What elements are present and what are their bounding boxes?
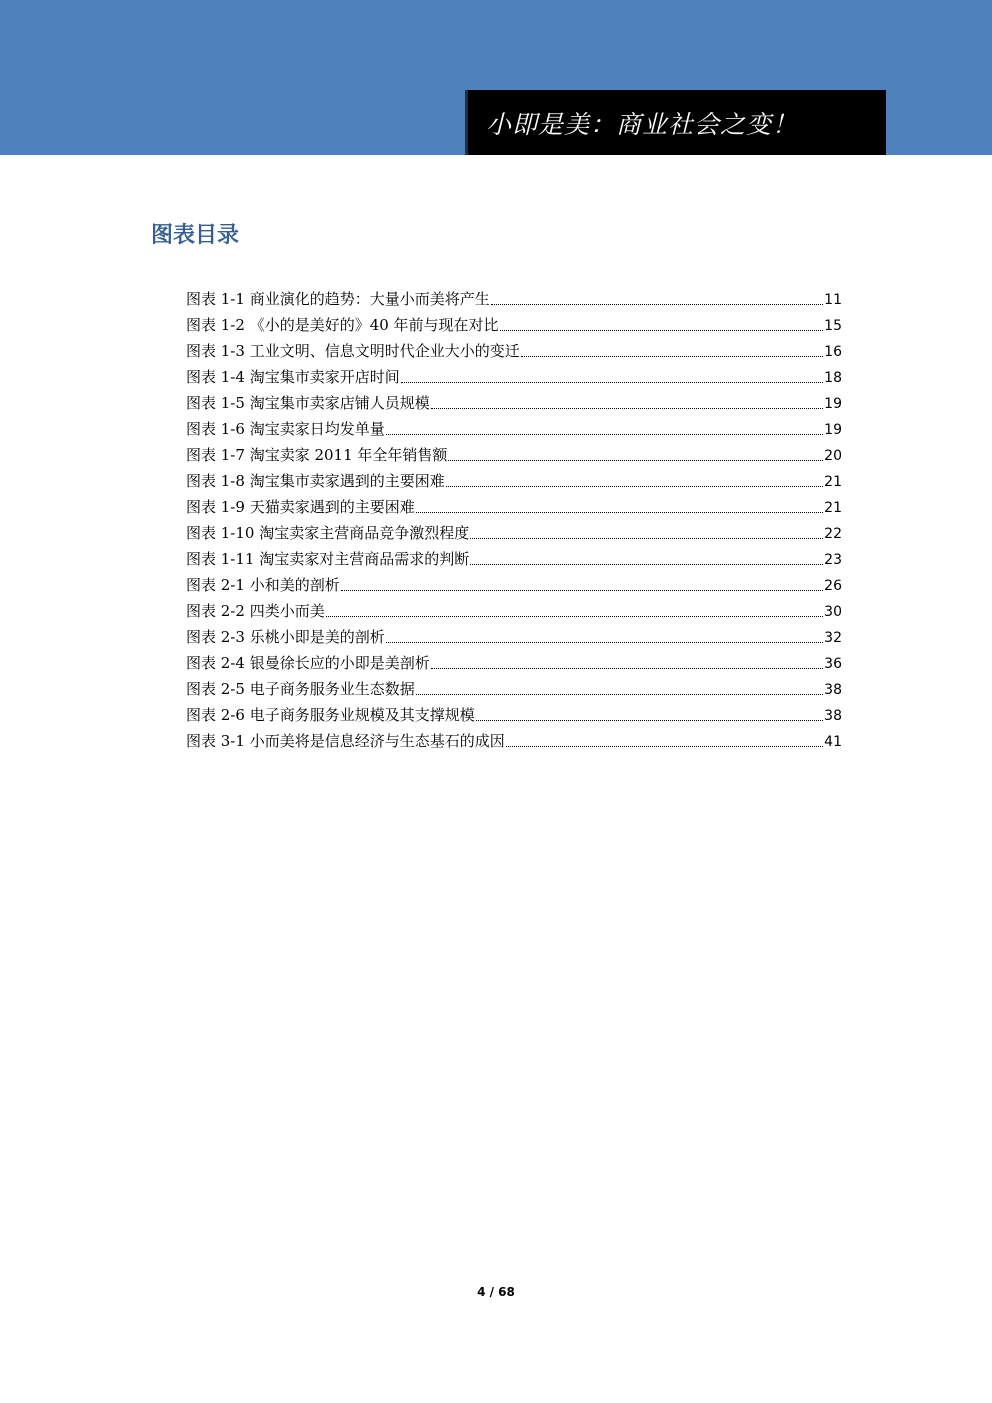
toc-entry-label: 图表 1-4 淘宝集市卖家开店时间 xyxy=(186,368,400,386)
toc-leader-dots xyxy=(416,512,823,513)
toc-entry-page: 20 xyxy=(824,448,842,464)
toc-entry-page: 11 xyxy=(824,292,842,308)
toc-entry[interactable] xyxy=(186,416,842,442)
toc-leader-dots xyxy=(521,356,823,357)
toc-leader-dots xyxy=(416,694,823,695)
toc-entry-label: 图表 1-5 淘宝集市卖家店铺人员规模 xyxy=(186,394,430,412)
toc-leader-dots xyxy=(386,642,823,643)
toc-entry-label: 图表 1-11 淘宝卖家对主营商品需求的判断 xyxy=(186,550,470,568)
toc-entry[interactable] xyxy=(186,572,842,598)
toc-entry[interactable] xyxy=(186,364,842,390)
toc-entry[interactable] xyxy=(186,702,842,728)
toc-entry-label: 图表 1-1 商业演化的趋势：大量小而美将产生 xyxy=(186,290,490,308)
toc-entry-page: 18 xyxy=(824,370,842,386)
toc-entry-label: 图表 1-9 天猫卖家遇到的主要困难 xyxy=(186,498,415,516)
toc-leader-dots xyxy=(476,720,823,721)
toc-list xyxy=(186,286,842,754)
toc-entry-label: 图表 1-8 淘宝集市卖家遇到的主要困难 xyxy=(186,472,445,490)
toc-entry[interactable] xyxy=(186,650,842,676)
toc-entry[interactable] xyxy=(186,728,842,754)
toc-leader-dots xyxy=(341,590,823,591)
toc-entry-label: 图表 3-1 小而美将是信息经济与生态基石的成因 xyxy=(186,732,505,750)
toc-entry-label: 图表 2-1 小和美的剖析 xyxy=(186,576,340,594)
document-title-box xyxy=(465,90,886,155)
toc-entry-page: 22 xyxy=(824,526,842,542)
toc-entry-page: 26 xyxy=(824,578,842,594)
toc-entry-page: 30 xyxy=(824,604,842,620)
toc-entry[interactable] xyxy=(186,520,842,546)
toc-entry-label: 图表 1-10 淘宝卖家主营商品竞争激烈程度 xyxy=(186,524,470,542)
toc-leader-dots xyxy=(431,668,823,669)
toc-leader-dots xyxy=(470,564,823,565)
toc-entry-label: 图表 1-3 工业文明、信息文明时代企业大小的变迁 xyxy=(186,342,520,360)
toc-entry-page: 21 xyxy=(824,474,842,490)
toc-entry-page: 38 xyxy=(824,682,842,698)
toc-entry-page: 19 xyxy=(824,396,842,412)
toc-entry-label: 图表 2-5 电子商务服务业生态数据 xyxy=(186,680,415,698)
toc-leader-dots xyxy=(491,304,823,305)
toc-entry[interactable] xyxy=(186,494,842,520)
toc-entry[interactable] xyxy=(186,468,842,494)
page-number: 4 / 68 xyxy=(477,1285,515,1299)
document-title: 小即是美：商业社会之变！ xyxy=(486,109,799,139)
toc-entry[interactable] xyxy=(186,338,842,364)
toc-entry-page: 19 xyxy=(824,422,842,438)
toc-entry-label: 图表 1-2 《小的是美好的》40 年前与现在对比 xyxy=(186,316,499,334)
toc-entry[interactable] xyxy=(186,390,842,416)
toc-entry-page: 16 xyxy=(824,344,842,360)
toc-leader-dots xyxy=(470,538,823,539)
toc-heading: 图表目录 xyxy=(151,223,240,248)
toc-entry-label: 图表 2-4 银曼徐长应的小即是美剖析 xyxy=(186,654,430,672)
toc-entry[interactable] xyxy=(186,442,842,468)
toc-entry-page: 41 xyxy=(824,734,842,750)
toc-entry-label: 图表 2-6 电子商务服务业规模及其支撑规模 xyxy=(186,706,475,724)
toc-leader-dots xyxy=(500,330,824,331)
toc-entry[interactable] xyxy=(186,624,842,650)
toc-leader-dots xyxy=(326,616,823,617)
toc-entry[interactable] xyxy=(186,676,842,702)
toc-leader-dots xyxy=(386,434,823,435)
toc-entry-page: 23 xyxy=(824,552,842,568)
toc-entry-page: 32 xyxy=(824,630,842,646)
toc-entry-page: 36 xyxy=(824,656,842,672)
toc-entry-label: 图表 1-7 淘宝卖家 2011 年全年销售额 xyxy=(186,446,448,464)
toc-entry-page: 15 xyxy=(824,318,842,334)
toc-entry[interactable] xyxy=(186,312,842,338)
toc-leader-dots xyxy=(506,746,823,747)
toc-entry-page: 21 xyxy=(824,500,842,516)
toc-entry[interactable] xyxy=(186,598,842,624)
toc-leader-dots xyxy=(446,486,823,487)
toc-entry-page: 38 xyxy=(824,708,842,724)
toc-entry[interactable] xyxy=(186,546,842,572)
toc-leader-dots xyxy=(431,408,823,409)
toc-entry-label: 图表 2-2 四类小而美 xyxy=(186,602,325,620)
toc-leader-dots xyxy=(448,460,823,461)
toc-entry-label: 图表 2-3 乐桃小即是美的剖析 xyxy=(186,628,385,646)
toc-entry[interactable] xyxy=(186,286,842,312)
toc-entry-label: 图表 1-6 淘宝卖家日均发单量 xyxy=(186,420,385,438)
toc-leader-dots xyxy=(401,382,823,383)
